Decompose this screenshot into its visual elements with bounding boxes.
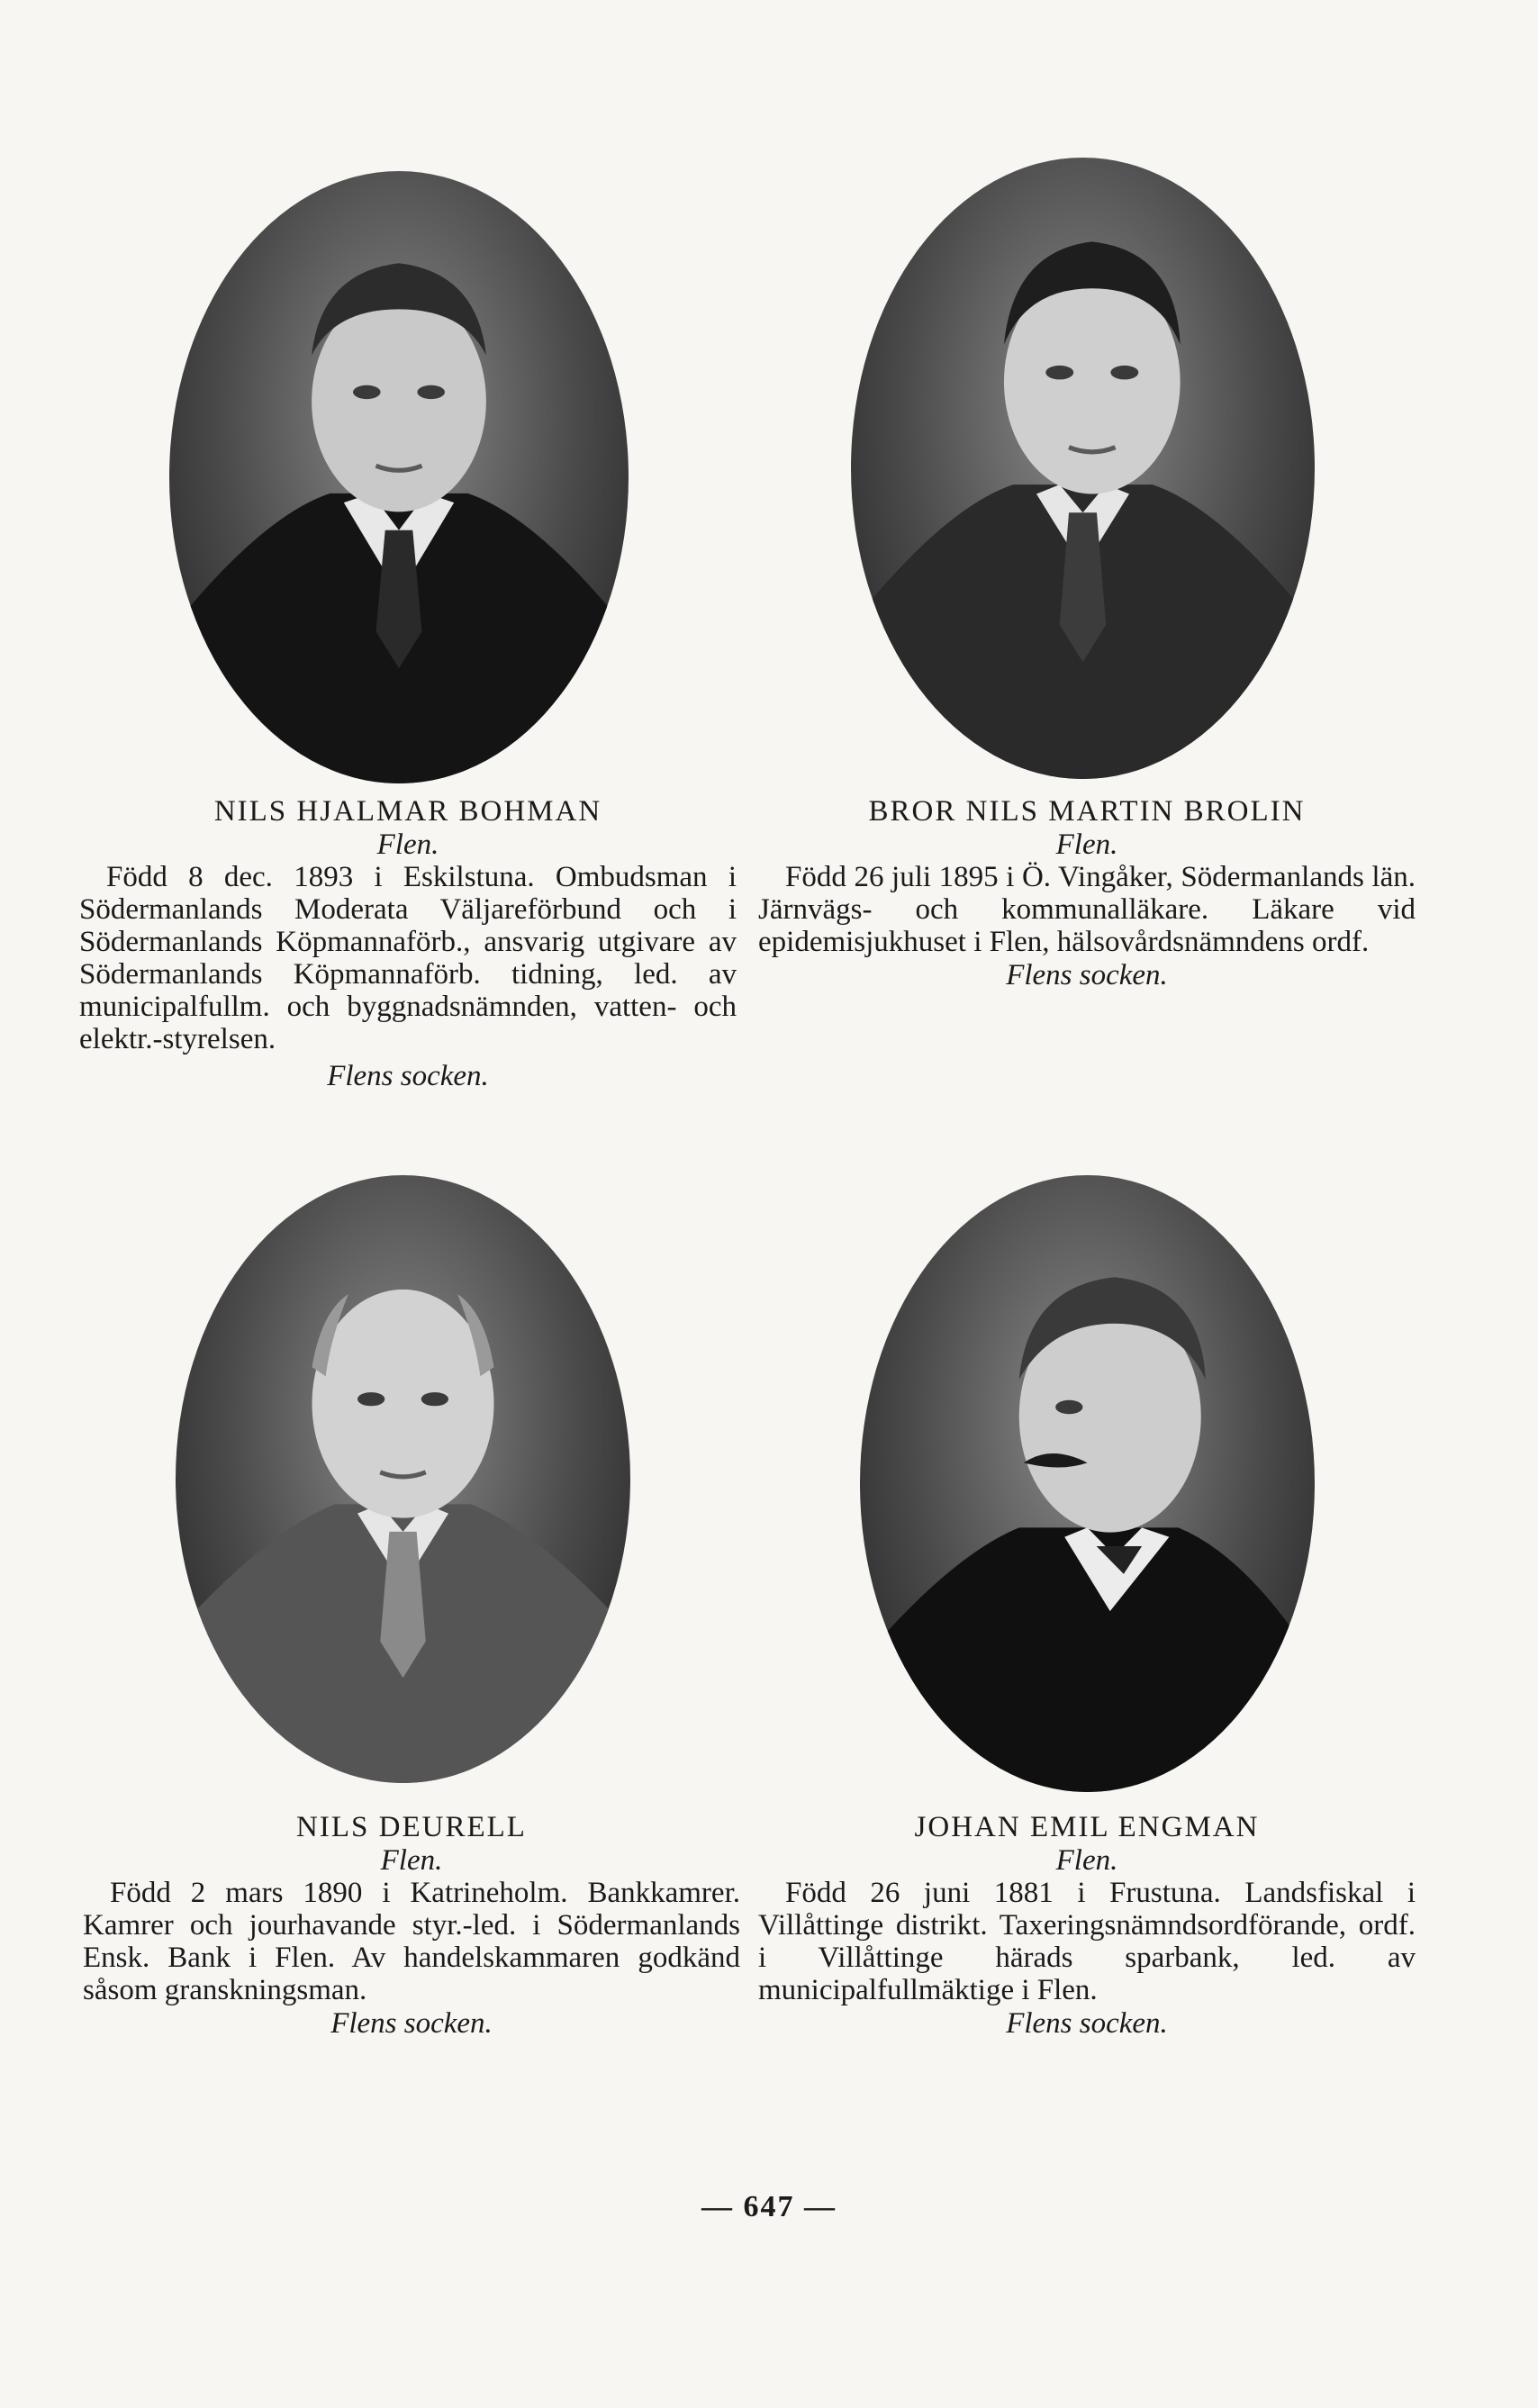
entry-bohman [79,794,737,1093]
person-parish: Flens socken. [330,2007,493,2040]
entry-engman [758,1810,1416,2041]
person-parish: Flens socken. [327,1060,489,1092]
person-place: Flen. [380,1844,443,1877]
person-name: NILS DEURELL [296,1811,527,1843]
person-parish: Flens socken. [1006,2007,1168,2040]
portrait-bohman [169,171,629,783]
person-bio: Född 8 dec. 1893 i Eskilstuna. Ombudsman i Södermanlands Moderata Väljareförbund och i Södermanlands Köpmannaförb., ansvarig utgivare av Södermanlands Köpmannaförb. tidning, led. av municipalfullm. och byggnadsnämnden, vatten- och elektr.-styrelsen. [79,861,737,1055]
person-place: Flen. [1055,828,1118,861]
portrait-brolin [851,158,1315,779]
person-bio: Född 2 mars 1890 i Katrineholm. Bankkamrer. Kamrer och jourhavande styr.-led. i Södermanlands Ensk. Bank i Flen. Av handelskammaren godkänd såsom granskningsman. [83,1877,740,2006]
person-name: BROR NILS MARTIN BROLIN [868,795,1306,828]
person-place: Flen. [376,828,439,861]
page-number: — 647 — [701,2190,837,2223]
person-name: JOHAN EMIL ENGMAN [914,1811,1260,1843]
entry-brolin [758,794,1416,992]
portrait-deurell [176,1175,630,1783]
person-bio: Född 26 juli 1895 i Ö. Vingåker, Södermanlands län. Järnvägs- och kommunalläkare. Läkare vid epidemisjukhuset i Flen, hälsovårdsnämndens ordf. [758,861,1416,958]
portrait-engman [860,1175,1315,1792]
person-parish: Flens socken. [1006,959,1168,991]
entry-deurell [83,1810,740,2041]
person-place: Flen. [1055,1844,1118,1877]
person-bio: Född 26 juni 1881 i Frustuna. Landsfiskal i Villåttinge distrikt. Taxeringsnämndsordförande, ordf. i Villåttinge härads sparbank, led. av municipalfullmäktige i Flen. [758,1877,1416,2006]
person-name: NILS HJALMAR BOHMAN [213,795,602,828]
